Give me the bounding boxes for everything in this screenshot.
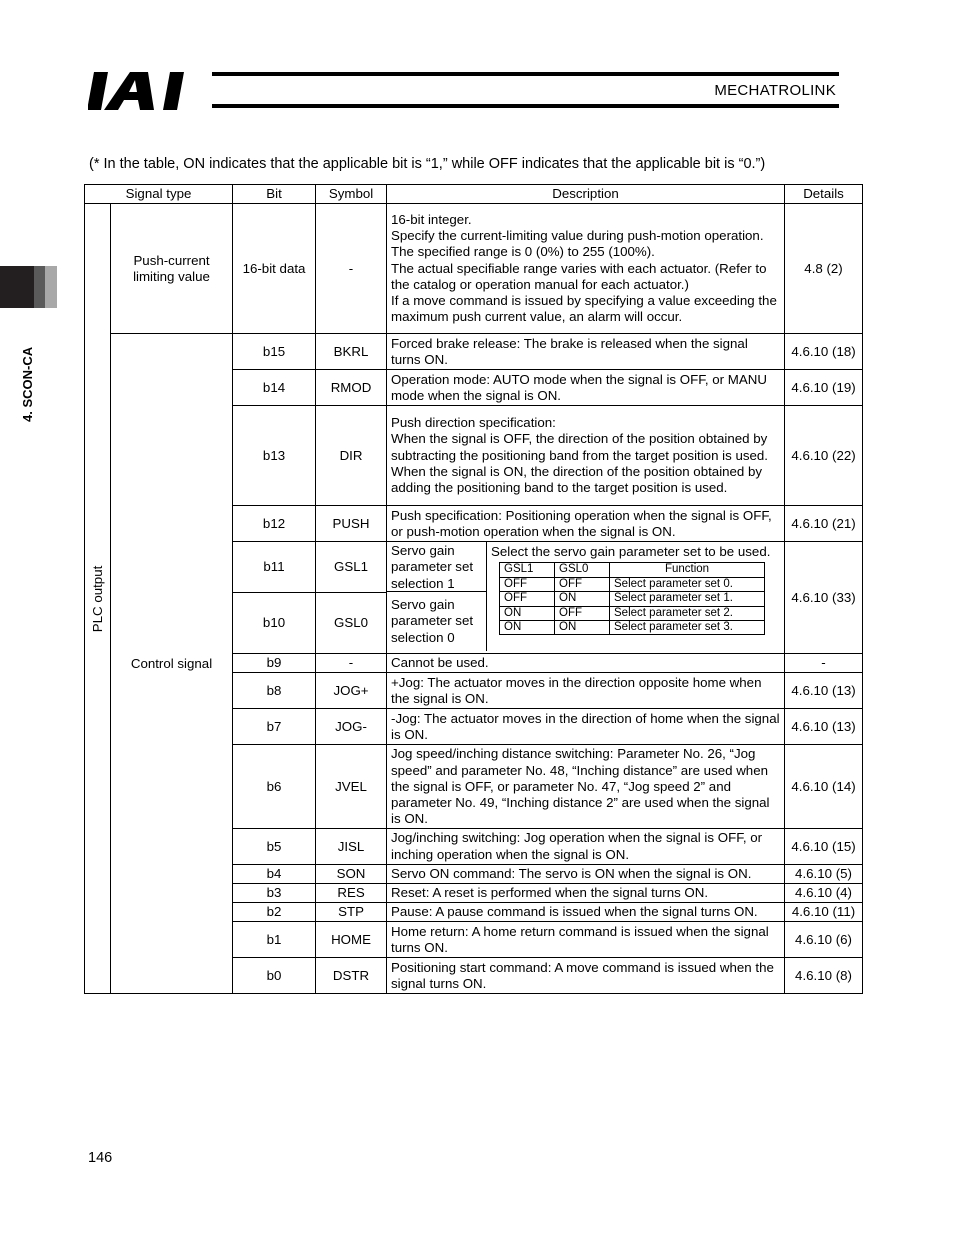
chapter-label: 4. SCON-CA <box>20 346 35 422</box>
symbol-cell: STP <box>316 903 387 922</box>
details-cell: 4.8 (2) <box>785 204 863 334</box>
description-cell: Jog/inching switching: Jog operation when the signal is OFF, or inching operation when the signal is ON. <box>387 829 785 864</box>
sub-cell: Select parameter set 0. <box>610 577 765 591</box>
gsl-intro: Select the servo gain parameter set to be used. <box>491 544 771 560</box>
description-cell: Forced brake release: The brake is released when the signal turns ON. <box>387 334 785 370</box>
sub-cell: Select parameter set 3. <box>610 621 765 635</box>
bit-cell: b6 <box>233 745 316 829</box>
table-header-row <box>85 185 863 204</box>
symbol-cell: BKRL <box>316 334 387 370</box>
sub-cell: ON <box>500 621 555 635</box>
bit-cell: b3 <box>233 884 316 903</box>
sub-row <box>500 621 765 635</box>
details-cell: 4.6.10 (4) <box>785 884 863 903</box>
sub-header-gsl1: GSL1 <box>500 563 555 577</box>
gsl-function-table <box>499 562 765 635</box>
sub-cell: ON <box>555 621 610 635</box>
symbol-cell: JISL <box>316 829 387 864</box>
description-cell: Cannot be used. <box>387 654 785 673</box>
description-cell: Push direction specification: When the signal is OFF, the direction of the position obtained by subtracting the positioning band from the target position is used. When the signal is ON, the direction of the position obtained by adding the positioning band to the target position is used. <box>387 406 785 506</box>
plc-output-label: PLC output <box>85 204 111 994</box>
details-cell: 4.6.10 (13) <box>785 709 863 745</box>
gsl0-label: Servo gain parameter set selection 0 <box>391 597 474 645</box>
sub-cell: OFF <box>555 606 610 620</box>
chapter-tab-mid <box>34 266 45 308</box>
col-header-signal-type: Signal type <box>85 185 233 204</box>
description-cell: +Jog: The actuator moves in the direction opposite home when the signal is ON. <box>387 673 785 709</box>
symbol-cell: JOG+ <box>316 673 387 709</box>
table-row <box>85 334 863 370</box>
col-header-details: Details <box>785 185 863 204</box>
symbol-cell: - <box>316 654 387 673</box>
description-cell: Jog speed/inching distance switching: Parameter No. 26, “Jog speed” and parameter No. 48, “Inching distance” are used when the signal is OFF, or parameter No. 47, “Jog speed 2” and parameter No. 49, “Inching distance 2” are used when the signal is ON. <box>387 745 785 829</box>
page-number: 146 <box>88 1150 113 1166</box>
sub-row <box>500 577 765 591</box>
details-cell: 4.6.10 (6) <box>785 922 863 958</box>
gsl1-label: Servo gain parameter set selection 1 <box>387 542 486 592</box>
bit-cell: b1 <box>233 922 316 958</box>
symbol-cell: DSTR <box>316 958 387 994</box>
chapter-tab-dark <box>0 266 34 308</box>
description-cell: Operation mode: AUTO mode when the signal is OFF, or MANU mode when the signal is ON. <box>387 370 785 406</box>
sub-cell: OFF <box>500 592 555 606</box>
chapter-tab-light <box>45 266 57 308</box>
header-rule-bottom <box>212 104 839 108</box>
details-cell: 4.6.10 (18) <box>785 334 863 370</box>
bit-cell: b2 <box>233 903 316 922</box>
description-cell: Home return: A home return command is issued when the signal turns ON. <box>387 922 785 958</box>
bit-cell: b13 <box>233 406 316 506</box>
details-cell: 4.6.10 (5) <box>785 864 863 883</box>
description-cell: Pause: A pause command is issued when the signal turns ON. <box>387 903 785 922</box>
symbol-cell: RES <box>316 884 387 903</box>
col-header-symbol: Symbol <box>316 185 387 204</box>
bit-cell: b8 <box>233 673 316 709</box>
details-cell: 4.6.10 (8) <box>785 958 863 994</box>
symbol-cell: SON <box>316 864 387 883</box>
iai-logo <box>88 72 208 110</box>
sub-header-row <box>500 563 765 577</box>
table-note: (* In the table, ON indicates that the applicable bit is “1,” while OFF indicates that the applicable bit is “0.”) <box>89 156 766 172</box>
sub-row <box>500 606 765 620</box>
bit-cell: b5 <box>233 829 316 864</box>
symbol-cell: DIR <box>316 406 387 506</box>
sub-cell: ON <box>500 606 555 620</box>
symbol-cell: - <box>316 204 387 334</box>
bit-cell: b9 <box>233 654 316 673</box>
details-cell: 4.6.10 (21) <box>785 506 863 542</box>
bit-cell: 16-bit data <box>233 204 316 334</box>
bit-cell: b12 <box>233 506 316 542</box>
signal-type-cell: Push-current limiting value <box>111 204 233 334</box>
details-cell: 4.6.10 (11) <box>785 903 863 922</box>
symbol-cell: HOME <box>316 922 387 958</box>
symbol-cell: JVEL <box>316 745 387 829</box>
brand-label: MECHATROLINK <box>714 82 836 99</box>
sub-cell: Select parameter set 2. <box>610 606 765 620</box>
bit-cell: b4 <box>233 864 316 883</box>
plc-output-table <box>84 184 863 994</box>
symbol-cell: RMOD <box>316 370 387 406</box>
header-rule-top <box>212 72 839 76</box>
details-cell: - <box>785 654 863 673</box>
description-cell: Positioning start command: A move command is issued when the signal turns ON. <box>387 958 785 994</box>
bit-cell: b11 <box>233 542 316 593</box>
details-cell: 4.6.10 (33) <box>785 542 863 654</box>
description-cell: 16-bit integer. Specify the current-limiting value during push-motion operation. The specified range is 0 (0%) to 255 (100%). The actual specifiable range varies with each actuator. (Refer to the catalog or operation manual for each actuator.) If a move command is issued by specifying a value exceeding the maximum push current value, an alarm will occur. <box>387 204 785 334</box>
gsl-description-cell <box>387 542 785 654</box>
sub-cell: OFF <box>500 577 555 591</box>
details-cell: 4.6.10 (14) <box>785 745 863 829</box>
description-cell: Servo ON command: The servo is ON when the signal is ON. <box>387 864 785 883</box>
description-cell: Push specification: Positioning operation when the signal is OFF, or push-motion operation when the signal is ON. <box>387 506 785 542</box>
bit-cell: b14 <box>233 370 316 406</box>
sub-header-function: Function <box>610 563 765 577</box>
sub-cell: Select parameter set 1. <box>610 592 765 606</box>
control-signal-label: Control signal <box>111 334 233 994</box>
sub-cell: ON <box>555 592 610 606</box>
col-header-description: Description <box>387 185 785 204</box>
details-cell: 4.6.10 (22) <box>785 406 863 506</box>
details-cell: 4.6.10 (15) <box>785 829 863 864</box>
table-row <box>85 204 863 334</box>
symbol-cell: GSL0 <box>316 593 387 654</box>
details-cell: 4.6.10 (13) <box>785 673 863 709</box>
symbol-cell: GSL1 <box>316 542 387 593</box>
symbol-cell: PUSH <box>316 506 387 542</box>
sub-header-gsl0: GSL0 <box>555 563 610 577</box>
bit-cell: b0 <box>233 958 316 994</box>
symbol-cell: JOG- <box>316 709 387 745</box>
description-cell: -Jog: The actuator moves in the direction of home when the signal is ON. <box>387 709 785 745</box>
details-cell: 4.6.10 (19) <box>785 370 863 406</box>
col-header-bit: Bit <box>233 185 316 204</box>
bit-cell: b7 <box>233 709 316 745</box>
description-cell: Reset: A reset is performed when the signal turns ON. <box>387 884 785 903</box>
bit-cell: b15 <box>233 334 316 370</box>
bit-cell: b10 <box>233 593 316 654</box>
sub-row <box>500 592 765 606</box>
sub-cell: OFF <box>555 577 610 591</box>
